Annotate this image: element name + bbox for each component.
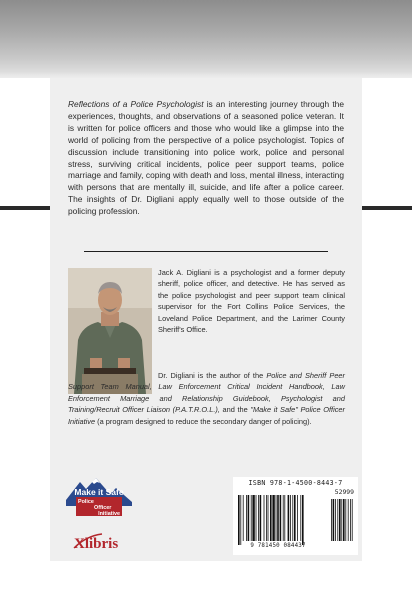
barcode-bar [251,495,252,541]
barcode-addon-bar [339,499,341,541]
barcode-addon-bar [341,499,342,541]
barcode-bar [294,495,296,541]
barcode-digits: 9 781450 084437 [250,543,306,549]
book-description-text: is an interesting journey through the experiences, thoughts, and observations of a seasoned police veteran. It is written for police officers and those who would like a glimpse into the world of policing from the perspective of a police psychologist. Topics of discussion include transitioning into police work, police and personal stress, surviving critical incidents, police peer support teams, police marriage and family, coping with death and loss, mental illness, interacting with persons that are mentally ill, suicide, and life after a police career. The insights of Dr. Digliani apply equally well to those outside of the policing profession. [68,99,344,217]
author-works-tail: (a program designed to reduce the secondary danger of policing). [95,416,312,426]
barcode-bar [256,495,257,541]
make-it-safe-logo [64,476,134,518]
make-it-safe-line1: Make it Safe [74,487,124,497]
barcode-addon-bar [343,499,345,541]
barcode-bar [277,495,279,541]
barcode-addon-bar [337,499,338,541]
book-description [68,99,344,218]
right-edge-rule [362,206,412,210]
barcode-bar [272,495,274,541]
publisher-logo [72,530,130,552]
price-code-label: 52999 [334,488,354,496]
barcode-addon-bar [350,499,351,541]
barcode-addon-bar [352,499,353,541]
barcode-bar [283,495,284,541]
barcode-bar [248,495,250,541]
author-works-lead: Dr. Digliani is the author of the [158,371,267,380]
barcode-addon-bar [335,499,336,541]
barcode-bar [238,495,240,545]
isbn-label: ISBN 978-1-4500-8443-7 [248,479,343,487]
publisher-name: Xlibris [74,536,119,552]
barcode-bar [266,495,267,541]
xlibris-logo-graphic [72,530,130,552]
book-title-italic: Reflections of a Police Psychologist [68,99,204,109]
left-edge-rule [0,206,50,210]
barcode-bar [290,495,291,541]
section-divider [84,251,328,252]
barcode-addon-bar [345,499,346,541]
author-works-mid: and the [219,405,251,415]
barcode-bar [297,495,298,541]
barcode-bar [284,495,285,541]
barcode-bar [243,495,244,541]
make-it-safe-title: "Make it Safe" Police Officer Initiative [68,405,345,426]
author-works-paragraph [68,370,345,427]
make-it-safe-line4: Initiative [98,511,120,517]
barcode-bar [280,495,282,541]
barcode-addon-bar [333,499,335,541]
barcode-bar [276,495,277,541]
author-works-titles: Police and Sheriff Peer Support Team Manual, Law Enforcement Critical Incident Handbook, Law Enforcement Marriage and Relationship Guidebook, Psychologist and Training/Recruit Officer Liaison (P.A.T.R.O.L.), [68,371,346,415]
make-it-safe-line3: Officer [94,505,112,511]
barcode-bar [288,495,290,541]
barcode-bar [300,495,301,541]
barcode-bar [246,495,247,541]
isbn-barcode-block [233,477,358,555]
barcode-bar [264,495,265,541]
barcode-addon-bar [348,499,349,541]
barcode-addon-bar [331,499,332,541]
author-bio-paragraph: Jack A. Digliani is a psychologist and a former deputy sheriff, police officer, and detective. He has served as the police psychologist and peer support team clinical supervisor for the Fort Collins Police Services, the Loveland Police Department, and the Larimer County Sheriff's Office. [158,268,345,335]
barcode-bar [270,495,272,541]
barcode-bar [260,495,262,541]
barcode-bar [292,495,293,541]
make-it-safe-logo-graphic [64,476,134,518]
cover-top-gradient-band [0,0,412,78]
barcode-bar [258,495,259,541]
make-it-safe-line2: Police [78,499,94,505]
barcode-bar [268,495,269,541]
barcode-bar [302,495,304,545]
barcode-bar [240,495,241,545]
barcode-bar [252,495,254,541]
